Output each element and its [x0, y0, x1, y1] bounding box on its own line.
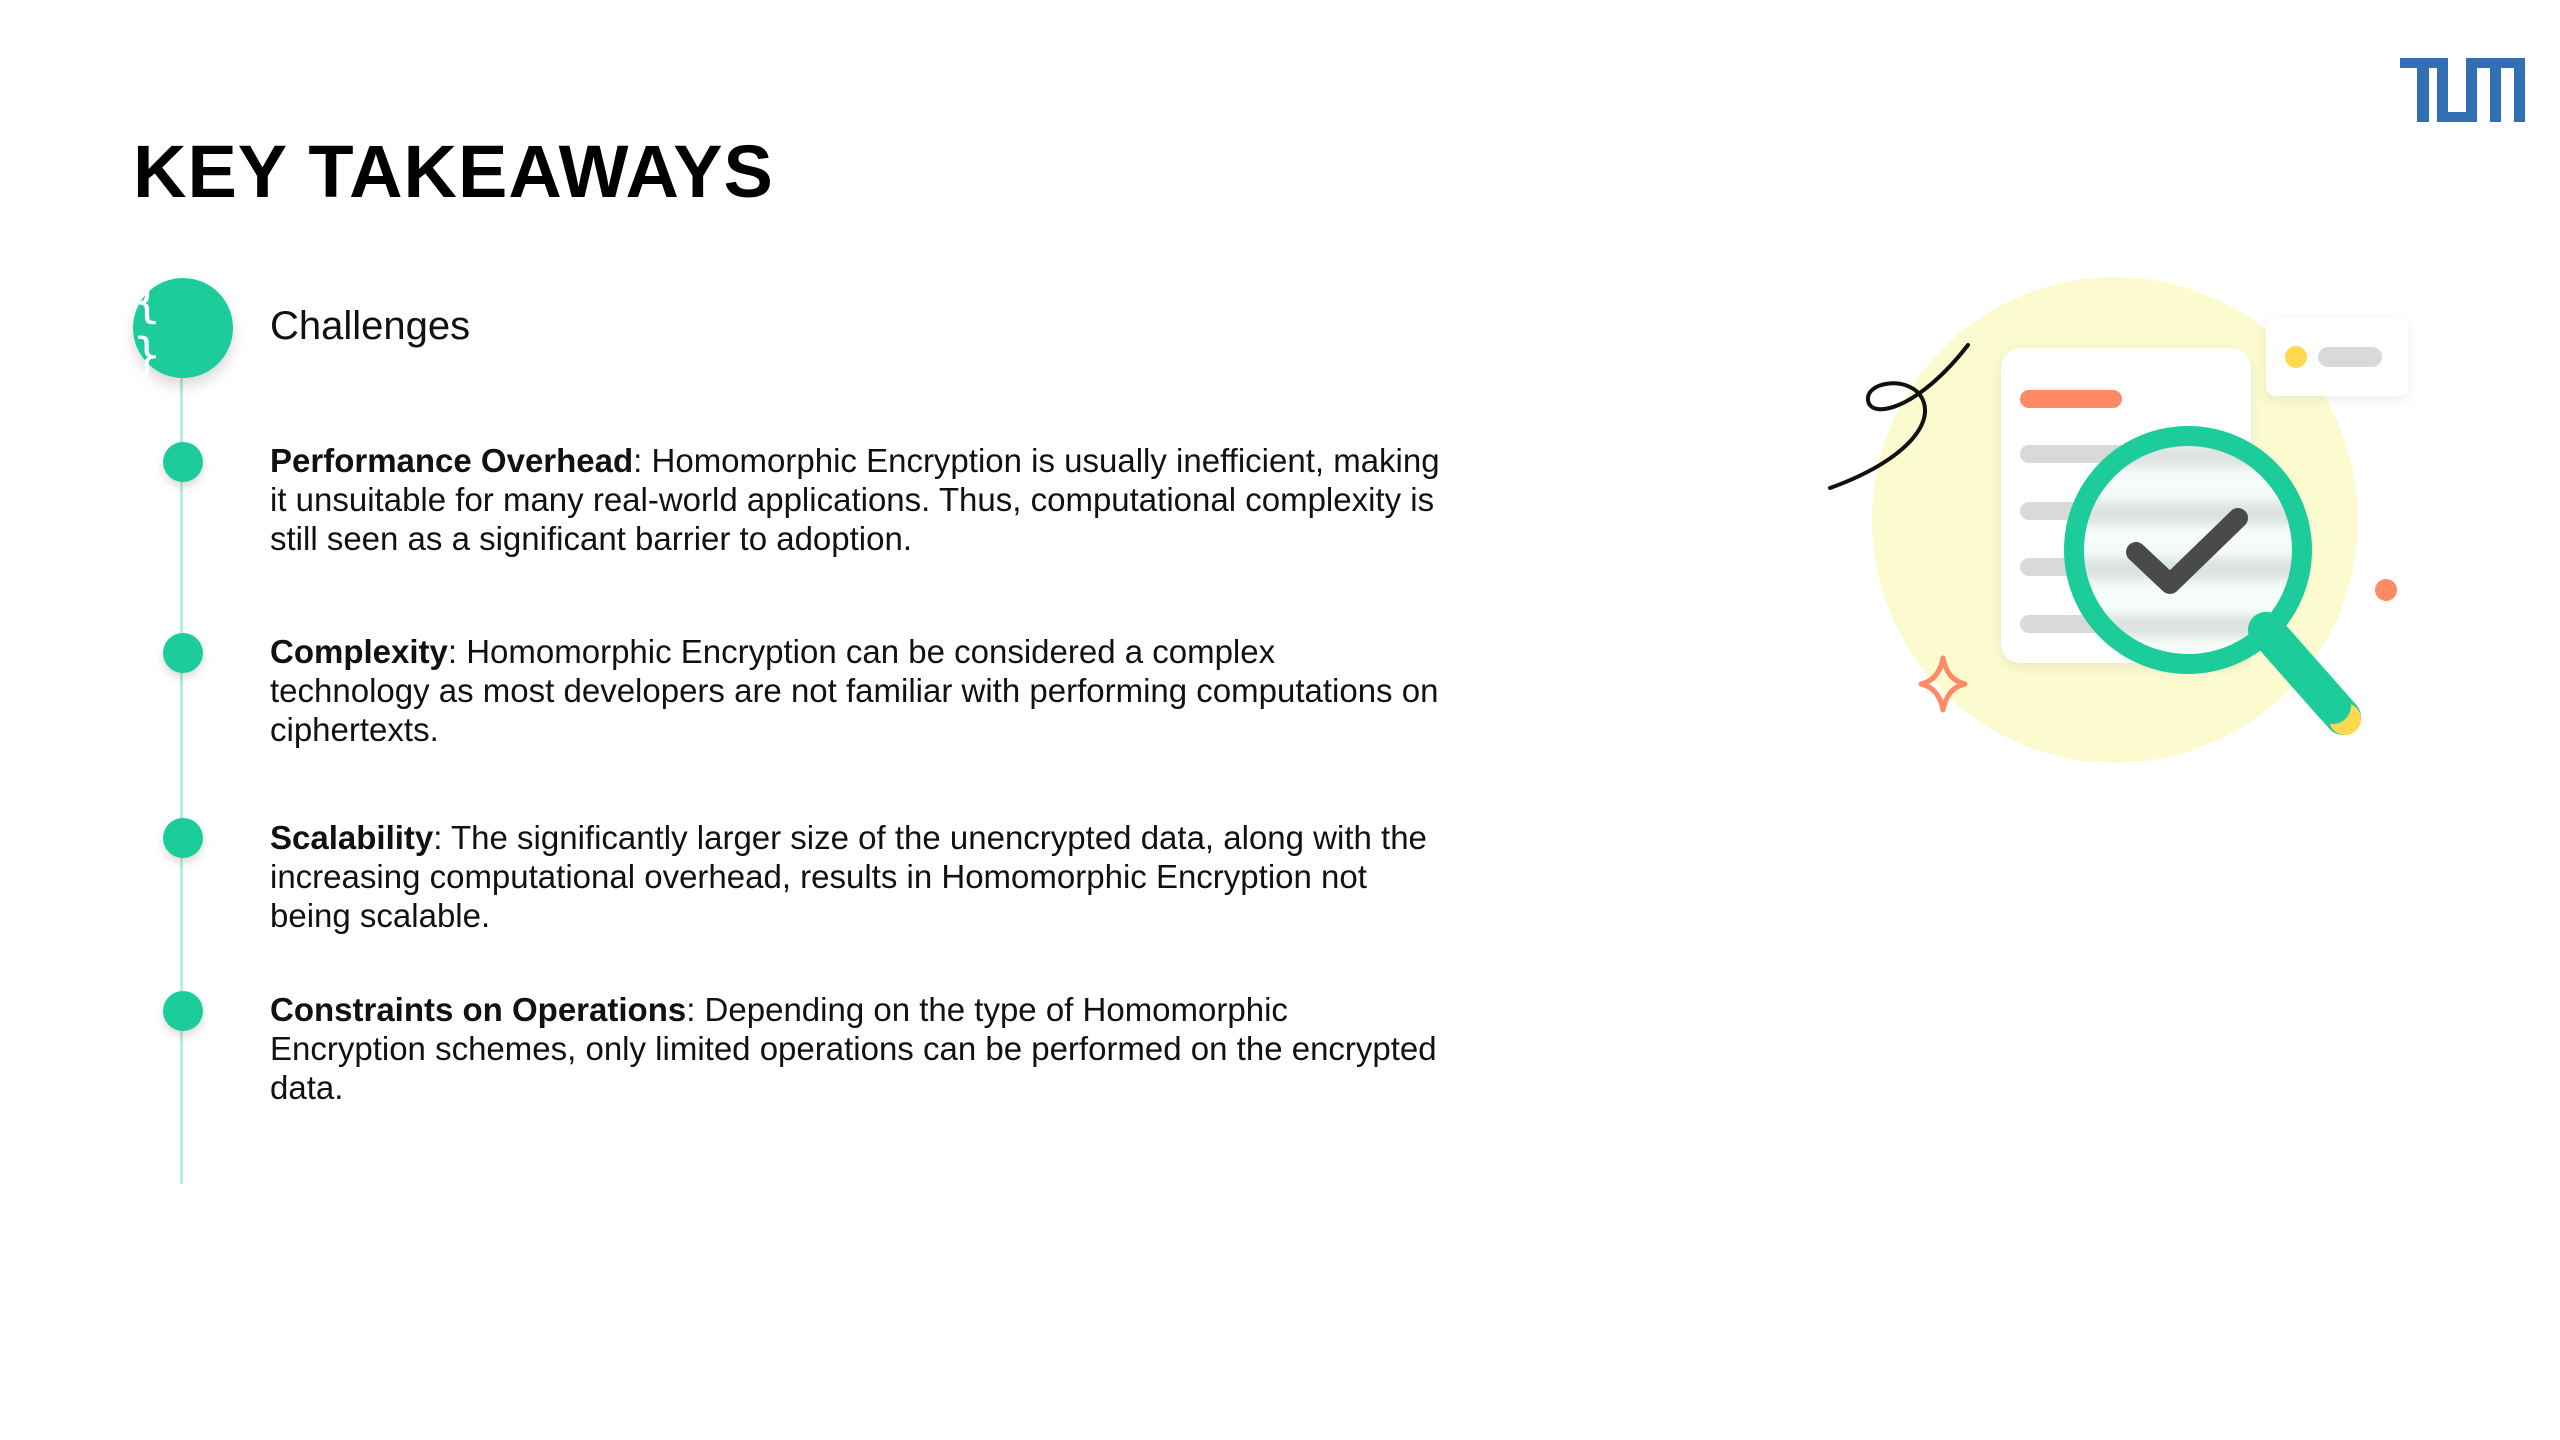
takeaway-term: Constraints on Operations — [270, 991, 687, 1028]
decorative-dot — [2375, 579, 2397, 601]
timeline-dot-4 — [163, 991, 203, 1031]
timeline-dot-2 — [163, 633, 203, 673]
takeaway-item-1 — [270, 441, 1440, 558]
floating-card-bar — [2318, 347, 2382, 367]
tum-logo — [2400, 58, 2525, 122]
takeaway-term: Performance Overhead — [270, 442, 634, 479]
takeaway-text: Depending on the type of Homomorphic Encryption schemes, only limited operations can be performed on the encrypted data. — [270, 991, 1437, 1106]
document-heading-bar — [2020, 390, 2122, 408]
slide-title: KEY TAKEAWAYS — [133, 130, 774, 213]
takeaway-separator: : — [447, 633, 458, 670]
takeaway-separator: : — [633, 442, 643, 479]
takeaway-term: Complexity — [270, 633, 448, 670]
takeaway-text: The significantly larger size of the unencrypted data, along with the increasing computational overhead, results in Homomorphic Encryption not being scalable. — [270, 819, 1427, 934]
section-icon-glyph: { } — [133, 274, 167, 382]
section-title: Challenges — [270, 304, 471, 348]
takeaway-term: Scalability — [270, 819, 434, 856]
takeaway-item-3 — [270, 818, 1440, 935]
takeaway-item-4 — [270, 990, 1440, 1107]
floating-card-dot — [2285, 346, 2307, 368]
takeaway-item-2 — [270, 632, 1440, 749]
takeaway-separator: : — [433, 819, 443, 856]
takeaway-separator: : — [686, 991, 696, 1028]
takeaway-text: Homomorphic Encryption can be considered a complex technology as most developers are not familiar with performing computations on ciphertexts. — [270, 633, 1439, 748]
takeaway-text: Homomorphic Encryption is usually inefficient, making it unsuitable for many real-world applications. Thus, computational complexity is still seen as a significant barrier to adoption. — [270, 442, 1440, 557]
timeline-dot-3 — [163, 818, 203, 858]
magnifier-check-document-icon — [1818, 270, 2418, 790]
timeline-dot-1 — [163, 442, 203, 482]
curly-braces-icon — [133, 274, 233, 382]
timeline-line — [180, 372, 183, 1184]
